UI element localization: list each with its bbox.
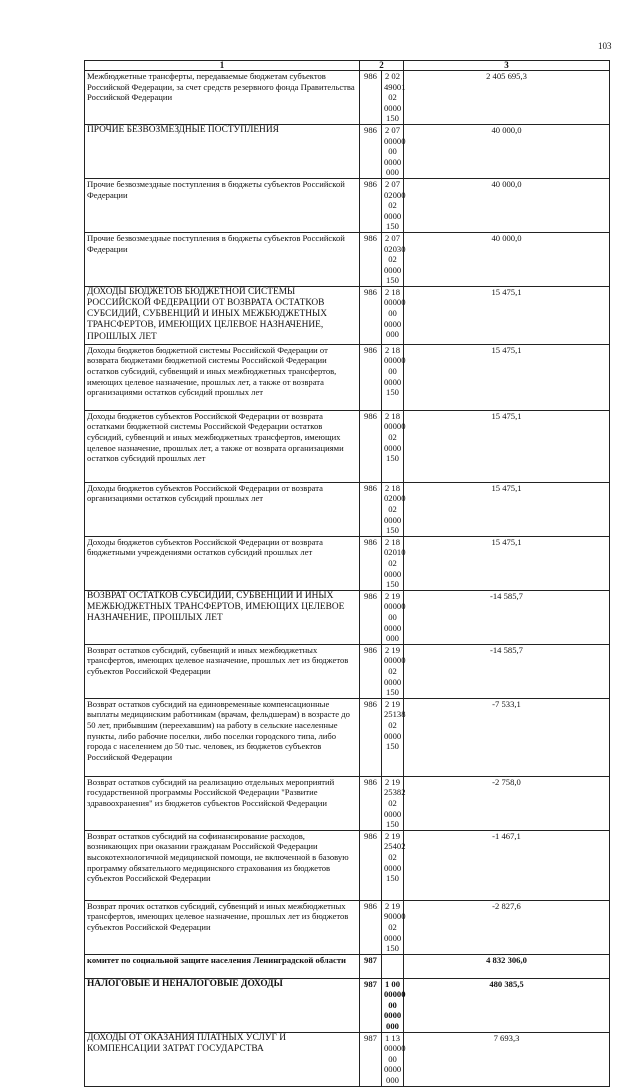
row-name: Прочие безвозмездные поступления в бюджеты субъектов Российской Федерации	[85, 178, 360, 232]
row-name: Доходы бюджетов бюджетной системы Российской Федерации от возврата бюджетами бюджетной системы Российской Федерации остатков субсидий, субвенций и иных межбюджетных трансфертов, имеющих целевое назначение, прошлых лет, а также от возврата организациями остатков субсидий прошлых лет	[85, 344, 360, 410]
row-kbk: 2 18 00000 00 0000 000	[382, 286, 404, 344]
row-name: Возврат остатков субсидий на единовременные компенсационные выплаты медицинским работникам (врачам, фельдшерам) в возрасте до 50 лет, прибывшим (переехавшим) на работу в сельские населенные пункты, либо рабочие поселки, либо поселки городского типа, либо города с населением до 50 тыс. человек, из бюджетов субъектов Российской Федерации	[85, 698, 360, 776]
row-sum: 2 405 695,3	[404, 71, 610, 125]
row-name: ВОЗВРАТ ОСТАТКОВ СУБСИДИЙ, СУБВЕНЦИЙ И ИНЫХ МЕЖБЮДЖЕТНЫХ ТРАНСФЕРТОВ, ИМЕЮЩИХ ЦЕЛЕВОЕ НАЗНАЧЕНИЕ, ПРОШЛЫХ ЛЕТ	[85, 590, 360, 644]
row-kbk: 2 07 02000 02 0000 150	[382, 178, 404, 232]
row-kbk: 2 19 25138 02 0000 150	[382, 698, 404, 776]
table-row	[85, 830, 610, 900]
table-row	[85, 71, 610, 125]
row-kbk: 2 19 25402 02 0000 150	[382, 830, 404, 900]
row-name: Доходы бюджетов субъектов Российской Федерации от возврата остатками бюджетной системы Российской Федерации остатков субсидий, субвенций и иных межбюджетных трансфертов, имеющих целевое назначение, прошлых лет, а также от возврата организациями остатков субсидий прошлых лет	[85, 410, 360, 482]
row-admin-code: 986	[360, 644, 382, 698]
row-sum: -7 533,1	[404, 698, 610, 776]
row-admin-code: 986	[360, 590, 382, 644]
row-sum: 40 000,0	[404, 124, 610, 178]
page-number: 103	[598, 41, 612, 51]
row-admin-code: 986	[360, 536, 382, 590]
row-sum: 480 385,5	[404, 978, 610, 1032]
row-name: НАЛОГОВЫЕ И НЕНАЛОГОВЫЕ ДОХОДЫ	[85, 978, 360, 1032]
row-admin-code: 987	[360, 954, 382, 978]
row-name: Возврат остатков субсидий, субвенций и иных межбюджетных трансфертов, имеющих целевое назначение, прошлых лет из бюджетов субъектов Российской Федерации	[85, 644, 360, 698]
row-sum: 15 475,1	[404, 482, 610, 536]
row-admin-code: 986	[360, 124, 382, 178]
row-sum: -14 585,7	[404, 590, 610, 644]
table-header-row	[85, 61, 610, 71]
table-row	[85, 698, 610, 776]
row-admin-code: 986	[360, 286, 382, 344]
row-admin-code: 986	[360, 344, 382, 410]
row-name: ДОХОДЫ БЮДЖЕТОВ БЮДЖЕТНОЙ СИСТЕМЫ РОССИЙСКОЙ ФЕДЕРАЦИИ ОТ ВОЗВРАТА ОСТАТКОВ СУБСИДИЙ, СУБВЕНЦИЙ И ИНЫХ МЕЖБЮДЖЕТНЫХ ТРАНСФЕРТОВ, ИМЕЮЩИХ ЦЕЛЕВОЕ НАЗНАЧЕНИЕ, ПРОШЛЫХ ЛЕТ	[85, 286, 360, 344]
row-name: Межбюджетные трансферты, передаваемые бюджетам субъектов Российской Федерации, за счет средств резервного фонда Правительства Российской Федерации	[85, 71, 360, 125]
table-row	[85, 536, 610, 590]
table-row	[85, 232, 610, 286]
row-sum: 15 475,1	[404, 344, 610, 410]
row-sum: -1 467,1	[404, 830, 610, 900]
row-sum: 15 475,1	[404, 286, 610, 344]
table-row	[85, 482, 610, 536]
row-kbk: 2 18 02000 02 0000 150	[382, 482, 404, 536]
table-row	[85, 1032, 610, 1086]
row-kbk: 2 19 25382 02 0000 150	[382, 776, 404, 830]
table-row	[85, 776, 610, 830]
table-row	[85, 286, 610, 344]
row-sum: 40 000,0	[404, 232, 610, 286]
table-row	[85, 900, 610, 954]
row-admin-code: 986	[360, 178, 382, 232]
row-sum: 7 693,3	[404, 1032, 610, 1086]
row-sum: 4 832 306,0	[404, 954, 610, 978]
header-col-1: 1	[85, 61, 360, 71]
table-row	[85, 954, 610, 978]
row-kbk: 2 19 00000 00 0000 000	[382, 590, 404, 644]
header-col-3: 3	[404, 61, 610, 71]
table-row	[85, 178, 610, 232]
row-kbk: 2 18 02010 02 0000 150	[382, 536, 404, 590]
row-name: Возврат остатков субсидий на софинансирование расходов, возникающих при оказании гражданам Российской Федерации высокотехнологичной медицинской помощи, не включенной в базовую программу обязательного медицинского страхования из бюджетов субъектов Российской Федерации	[85, 830, 360, 900]
row-sum: 15 475,1	[404, 536, 610, 590]
row-name: Доходы бюджетов субъектов Российской Федерации от возврата организациями остатков субсидий прошлых лет	[85, 482, 360, 536]
row-admin-code: 986	[360, 232, 382, 286]
table-row	[85, 978, 610, 1032]
row-kbk: 1 13 00000 00 0000 000	[382, 1032, 404, 1086]
row-kbk: 2 07 02030 02 0000 150	[382, 232, 404, 286]
row-name: комитет по социальной защите населения Ленинградской области	[85, 954, 360, 978]
header-col-2: 2	[360, 61, 404, 71]
row-admin-code: 986	[360, 482, 382, 536]
row-admin-code: 987	[360, 978, 382, 1032]
row-kbk: 2 07 00000 00 0000 000	[382, 124, 404, 178]
row-admin-code: 986	[360, 698, 382, 776]
row-name: Прочие безвозмездные поступления в бюджеты субъектов Российской Федерации	[85, 232, 360, 286]
row-admin-code: 986	[360, 410, 382, 482]
row-admin-code: 987	[360, 1032, 382, 1086]
row-sum: -2 827,6	[404, 900, 610, 954]
row-kbk: 1 00 00000 00 0000 000	[382, 978, 404, 1032]
row-admin-code: 986	[360, 776, 382, 830]
row-kbk: 2 02 49001 02 0000 150	[382, 71, 404, 125]
table-row	[85, 344, 610, 410]
row-kbk: 2 18 00000 00 0000 150	[382, 344, 404, 410]
row-sum: -2 758,0	[404, 776, 610, 830]
budget-table	[84, 60, 610, 1087]
row-name: ПРОЧИЕ БЕЗВОЗМЕЗДНЫЕ ПОСТУПЛЕНИЯ	[85, 124, 360, 178]
row-name: Возврат прочих остатков субсидий, субвенций и иных межбюджетных трансфертов, имеющих целевое назначение, прошлых лет из бюджетов субъектов Российской Федерации	[85, 900, 360, 954]
table-row	[85, 124, 610, 178]
table-row	[85, 644, 610, 698]
row-kbk: 2 18 00000 02 0000 150	[382, 410, 404, 482]
row-name: Возврат остатков субсидий на реализацию отдельных мероприятий государственной программы Российской Федерации "Развитие здравоохранения" из бюджетов субъектов Российской Федерации	[85, 776, 360, 830]
table-row	[85, 410, 610, 482]
row-name: ДОХОДЫ ОТ ОКАЗАНИЯ ПЛАТНЫХ УСЛУГ И КОМПЕНСАЦИИ ЗАТРАТ ГОСУДАРСТВА	[85, 1032, 360, 1086]
row-sum: 40 000,0	[404, 178, 610, 232]
row-kbk: 2 19 00000 02 0000 150	[382, 644, 404, 698]
row-sum: 15 475,1	[404, 410, 610, 482]
table-row	[85, 590, 610, 644]
row-admin-code: 986	[360, 900, 382, 954]
row-sum: -14 585,7	[404, 644, 610, 698]
row-kbk: 2 19 90000 02 0000 150	[382, 900, 404, 954]
row-admin-code: 986	[360, 830, 382, 900]
row-name: Доходы бюджетов субъектов Российской Федерации от возврата бюджетными учреждениями остатков субсидий прошлых лет	[85, 536, 360, 590]
row-admin-code: 986	[360, 71, 382, 125]
row-kbk	[382, 954, 404, 978]
